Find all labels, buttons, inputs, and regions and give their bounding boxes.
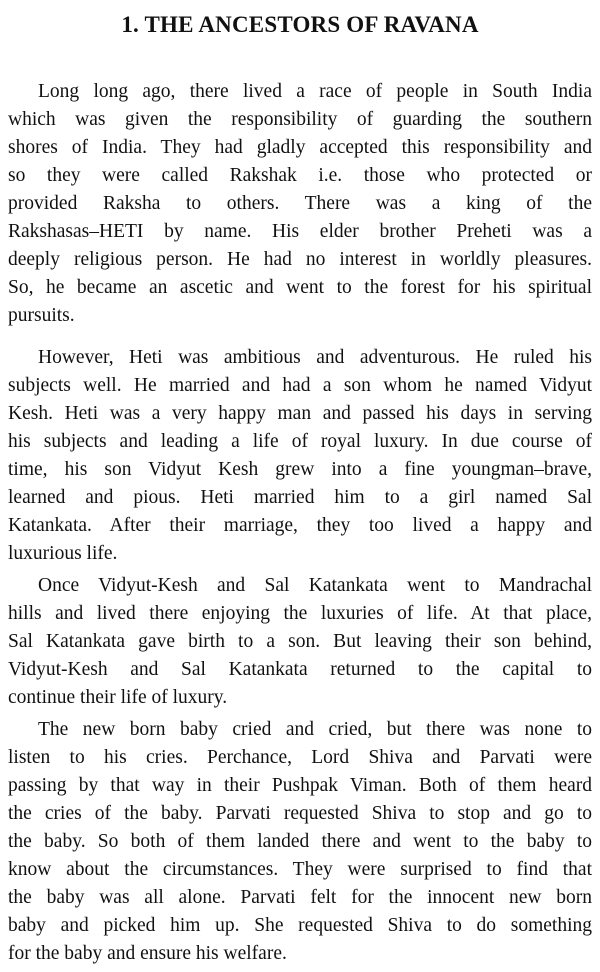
text-line: However, Heti was ambitious and adventurous. He ruled his (38, 347, 592, 368)
text-line: hills and lived there enjoying the luxuries of life. At that place, (8, 603, 592, 624)
text-line: provided Raksha to others. There was a king of the (8, 193, 592, 214)
text-line: the baby. So both of them landed there and went to the baby to (8, 831, 592, 852)
chapter-title: 1. THE ANCESTORS OF RAVANA (121, 12, 479, 37)
paragraph-1 (8, 78, 592, 330)
text-line: Katankata. After their marriage, they too lived a happy and (8, 515, 592, 536)
text-line: So, he became an ascetic and went to the forest for his spiritual (8, 277, 592, 298)
text-line: pursuits. (8, 305, 75, 326)
text-line: continue their life of luxury. (8, 687, 228, 708)
text-line: Rakshasas–HETI by name. His elder brother Preheti was a (8, 221, 592, 242)
text-line: Long long ago, there lived a race of people in South India (38, 81, 592, 102)
text-line: the baby was all alone. Parvati felt for the innocent new born (8, 887, 592, 908)
paragraph-2 (8, 344, 592, 568)
text-line: so they were called Rakshak i.e. those who protected or (8, 165, 592, 186)
text-line: the cries of the baby. Parvati requested Shiva to stop and go to (8, 803, 592, 824)
text-line: luxurious life. (8, 543, 118, 564)
text-line: time, his son Vidyut Kesh grew into a fine youngman–brave, (8, 459, 592, 480)
paragraph-3 (8, 572, 592, 712)
text-line: for the baby and ensure his welfare. (8, 943, 287, 964)
text-line: which was given the responsibility of guarding the southern (8, 109, 592, 130)
text-line: The new born baby cried and cried, but there was none to (38, 719, 592, 740)
text-line: Kesh. Heti was a very happy man and passed his days in serving (8, 403, 592, 424)
text-line: learned and pious. Heti married him to a girl named Sal (8, 487, 592, 508)
text-line: listen to his cries. Perchance, Lord Shiva and Parvati were (8, 747, 592, 768)
paragraph-4 (8, 716, 592, 968)
text-line: deeply religious person. He had no interest in worldly pleasures. (8, 249, 592, 270)
text-line: Once Vidyut-Kesh and Sal Katankata went to Mandrachal (38, 575, 592, 596)
text-line: Vidyut-Kesh and Sal Katankata returned to the capital to (8, 659, 592, 680)
text-line: his subjects and leading a life of royal luxury. In due course of (8, 431, 592, 452)
text-line: passing by that way in their Pushpak Viman. Both of them heard (8, 775, 592, 796)
text-line: know about the circumstances. They were surprised to find that (8, 859, 592, 880)
text-line: subjects well. He married and had a son whom he named Vidyut (8, 375, 592, 396)
text-line: shores of India. They had gladly accepted this responsibility and (8, 137, 592, 158)
text-line: Sal Katankata gave birth to a son. But leaving their son behind, (8, 631, 592, 652)
text-line: baby and picked him up. She requested Shiva to do something (8, 915, 592, 936)
